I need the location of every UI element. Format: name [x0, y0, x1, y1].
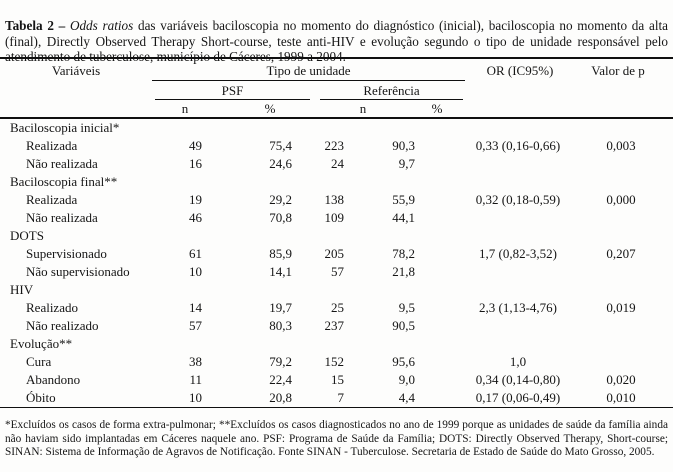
psf-n-value: 46: [189, 210, 202, 225]
rule-under-psf: [155, 99, 310, 100]
psf-pct-value: 29,2: [269, 192, 292, 207]
ref-n-value: 205: [324, 246, 344, 261]
row-label: Não realizada: [26, 156, 98, 171]
ref-n-value: 24: [331, 156, 344, 171]
ref-n-value: 138: [324, 192, 344, 207]
header-p-value: Valor de p: [591, 63, 645, 78]
ref-pct-value: 55,9: [392, 192, 415, 207]
table-footnote: *Excluídos os casos de forma extra-pulmonar; **Excluídos os casos diagnosticados no ano de 1999 porque as unidades de saúde da família ainda não haviam sido implantadas em Cáceres naquele ano. PSF: Programa de Saúde da Família; DOTS: Directly Observed Therapy, Short-course; SINAN: Sistema de Informação de Agravos de Notificação. Fonte SINAN - Tuberculose. Secretaria de Estado de Saúde do Mato Grosso, 2005.: [5, 419, 668, 458]
ref-pct-value: 78,2: [392, 246, 415, 261]
ref-n-value: 223: [324, 138, 344, 153]
psf-pct-value: 80,3: [269, 318, 292, 333]
ref-n-value: 152: [324, 354, 344, 369]
ref-pct-value: 21,8: [392, 264, 415, 279]
row-label: Não realizada: [26, 210, 98, 225]
header-psf: PSF: [221, 83, 244, 98]
table-row: [0, 371, 673, 389]
table-caption-italic: Odds ratios: [65, 18, 134, 34]
psf-pct-value: 70,8: [269, 210, 292, 225]
ref-pct-value: 4,4: [398, 390, 415, 405]
p-value: 0,019: [606, 300, 636, 315]
group-label-row: Baciloscopia inicial*: [10, 120, 120, 135]
header-ref-n: n: [359, 101, 367, 116]
ref-pct-value: 44,1: [392, 210, 415, 225]
p-value: [595, 317, 673, 335]
table-row: [0, 191, 673, 209]
psf-n-value: 10: [189, 390, 202, 405]
header-psf-n: n: [181, 101, 189, 116]
header-or-ci: OR (IC95%): [486, 63, 554, 78]
rule-under-unit-type: [152, 80, 465, 81]
psf-pct-value: 75,4: [269, 138, 292, 153]
table-row: [0, 209, 673, 227]
table-row: [0, 245, 673, 263]
table-caption-text: das variáveis baciloscopia no momento do diagnóstico (inicial), baciloscopia no momento da alta (final), Directly Observed Therapy Short-course, teste anti-HIV e evolução segundo o tipo de unidade responsável pelo atendimento de tuberculose, município de Cáceres, 1999 a 2004.: [5, 18, 669, 65]
psf-pct-value: 24,6: [269, 156, 292, 171]
group-label-row: Baciloscopia final**: [10, 174, 118, 189]
or-ci-value: [415, 155, 595, 173]
table-body: [0, 119, 673, 408]
ref-n-value: 25: [331, 300, 344, 315]
psf-pct-value: 14,1: [269, 264, 292, 279]
ref-pct-value: 90,3: [392, 138, 415, 153]
or-ci-value: 1,0: [509, 354, 527, 369]
row-label: Óbito: [26, 390, 56, 405]
psf-pct-value: 85,9: [269, 246, 292, 261]
row-label: Não realizado: [26, 318, 99, 333]
row-label: Não supervisionado: [26, 264, 130, 279]
psf-n-value: 14: [189, 300, 202, 315]
group-label-row: HIV: [10, 282, 34, 297]
psf-n-value: 57: [189, 318, 202, 333]
ref-n-value: 109: [324, 210, 344, 225]
p-value: [595, 263, 673, 281]
p-value: 0,207: [606, 246, 636, 261]
or-ci-value: 0,33 (0,16-0,66): [475, 138, 561, 153]
or-ci-value: 2,3 (1,13-4,76): [479, 300, 557, 315]
row-label: Realizada: [26, 192, 78, 207]
or-ci-value: [415, 209, 595, 227]
table-header: [0, 59, 673, 119]
psf-n-value: 61: [189, 246, 202, 261]
ref-pct-value: 90,5: [392, 318, 415, 333]
psf-n-value: 38: [189, 354, 202, 369]
psf-pct-value: 22,4: [269, 372, 292, 387]
psf-pct-value: 19,7: [269, 300, 292, 315]
ref-pct-value: 9,5: [398, 300, 415, 315]
ref-pct-value: 95,6: [392, 354, 415, 369]
p-value: 0,010: [606, 390, 636, 405]
ref-n-value: 15: [331, 372, 344, 387]
row-label: Cura: [26, 354, 52, 369]
ref-n-value: 7: [337, 390, 344, 405]
table-caption-number: Tabela 2 –: [5, 18, 66, 34]
header-ref-pct: %: [431, 101, 443, 116]
p-value: 0,003: [606, 138, 636, 153]
table-row: [0, 155, 673, 173]
header-unit-type: Tipo de unidade: [266, 63, 351, 78]
ref-n-value: 57: [331, 264, 344, 279]
header-reference: Referência: [363, 83, 420, 98]
table-row: [0, 389, 673, 407]
psf-pct-value: 79,2: [269, 354, 292, 369]
group-label-row: Evolução**: [10, 336, 73, 351]
table-row: [0, 317, 673, 335]
table-row: [0, 353, 673, 371]
table-row: [0, 299, 673, 317]
psf-n-value: 49: [189, 138, 202, 153]
row-label: Realizado: [26, 300, 78, 315]
ref-pct-value: 9,7: [398, 156, 415, 171]
p-value: [595, 155, 673, 173]
row-label: Realizada: [26, 138, 78, 153]
or-ci-value: [415, 263, 595, 281]
group-label-row: DOTS: [10, 228, 44, 243]
row-label: Supervisionado: [26, 246, 107, 261]
p-value: [595, 353, 673, 371]
or-ci-value: 1,7 (0,82-3,52): [479, 246, 557, 261]
psf-n-value: 19: [189, 192, 202, 207]
odds-ratios-table: [0, 57, 673, 408]
header-psf-pct: %: [264, 101, 276, 116]
or-ci-value: 0,34 (0,14-0,80): [475, 372, 561, 387]
row-label: Abandono: [26, 372, 81, 387]
table-row: [0, 263, 673, 281]
or-ci-value: 0,32 (0,18-0,59): [475, 192, 561, 207]
p-value: 0,020: [606, 372, 636, 387]
p-value: 0,000: [606, 192, 636, 207]
or-ci-value: [415, 317, 595, 335]
or-ci-value: 0,17 (0,06-0,49): [475, 390, 561, 405]
psf-n-value: 11: [189, 372, 202, 387]
ref-pct-value: 9,0: [398, 372, 415, 387]
ref-n-value: 237: [324, 318, 344, 333]
p-value: [595, 209, 673, 227]
psf-n-value: 16: [189, 156, 202, 171]
rule-under-reference: [320, 99, 463, 100]
header-variables: Variáveis: [51, 63, 101, 78]
psf-pct-value: 20,8: [269, 390, 292, 405]
psf-n-value: 10: [189, 264, 202, 279]
table-row: [0, 137, 673, 155]
